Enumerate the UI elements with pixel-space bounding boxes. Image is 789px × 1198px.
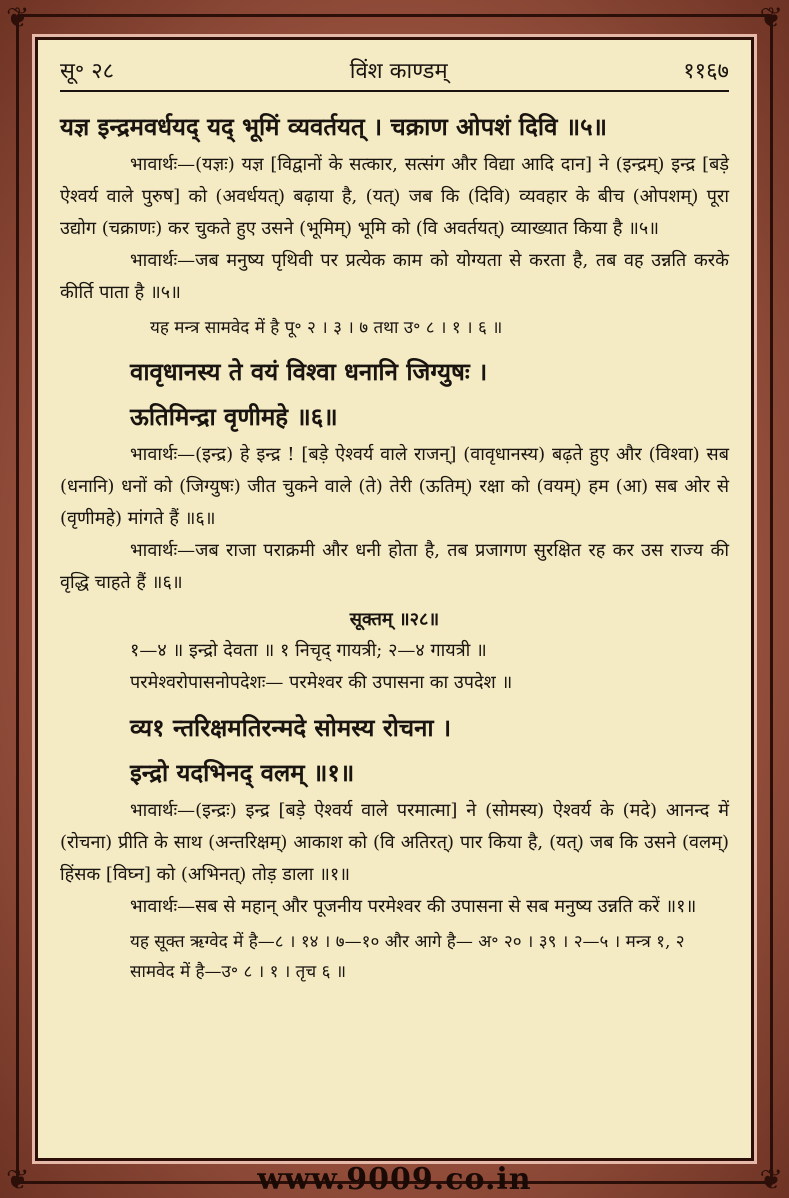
corner-swirl-icon: ❦ xyxy=(759,1163,783,1196)
bhavarth-paragraph: भावार्थः—(यज्ञः) यज्ञ [विद्वानों के सत्कार, सत्संग और विद्या आदि दान] ने (इन्द्रम्) इन्द्र [बड़े ऐश्वर्य वाले पुरुष] को (अवर्धयत्) बढ़ाया है, (यत्) जब कि (दिवि) व्यवहार के बीच (ओपशम्) पूरा उद्योग (चक्राणः) कर चुकते हुए उसने (भूमिम्) भूमि को (वि अवर्तयत्) व्याख्यात किया है ॥५॥ xyxy=(60,154,729,239)
reference-note: यह सूक्त ऋग्वेद में है—८ । १४ । ७—१० और आगे है— अ॰ २० । ३९ । २—५ । मन्त्र १, २ सामवेद में है—उ॰ ८ । १ । तृच ६ ॥ xyxy=(130,932,685,982)
mantra-verse: वावृधानस्य ते वयं विश्वा धनानि जिग्युषः । xyxy=(130,357,488,386)
upadesh-line: परमेश्वरोपासनोपदेशः— परमेश्वर की उपासना का उपदेश ॥ xyxy=(130,672,513,693)
page-header xyxy=(60,52,729,88)
bhavarth-summary: भावार्थः—जब मनुष्य पृथिवी पर प्रत्येक काम को योग्यता से करता है, तब वह उन्नति करके कीर्ति पाता है ॥५॥ xyxy=(60,250,729,303)
page-content xyxy=(60,98,729,991)
bhavarth-summary: भावार्थः—सब से महान् और पूजनीय परमेश्वर की उपासना से सब मनुष्य उन्नति करें ॥१॥ xyxy=(130,896,697,917)
website-url[interactable]: www.9009.co.in xyxy=(257,1162,532,1197)
mantra-verse: यज्ञ इन्द्रमवर्धयद् यद् भूमिं व्यवर्तयत् । चक्राण ओपशं दिवि ॥५॥ xyxy=(60,112,608,141)
bhavarth-paragraph: भावार्थः—(इन्द्र) हे इन्द्र ! [बड़े ऐश्वर्य वाले राजन्] (वावृधानस्य) बढ़ते हुए और (विश्वा) सब (धनानि) धनों को (जिग्युषः) जीत चुकने वाले (ते) तेरी (ऊतिम्) रक्षा को (वयम्) हम (आ) सब ओर से (वृणीमहे) मांगते हैं ॥६॥ xyxy=(60,444,729,529)
book-page xyxy=(38,40,751,1158)
devata-line: १—४ ॥ इन्द्रो देवता ॥ १ निचृद् गायत्री; २—४ गायत्री ॥ xyxy=(130,640,487,661)
reference-note: यह मन्त्र सामवेद में है पू॰ २ । ३ । ७ तथा उ॰ ८ । १ । ६ ॥ xyxy=(150,318,503,338)
mantra-verse: व्य१ न्तरिक्षमतिरन्मदे सोमस्य रोचना । xyxy=(130,713,452,742)
page-number: ११६७ xyxy=(683,59,729,84)
corner-swirl-icon: ❦ xyxy=(6,1,30,34)
sukta-title: सूक्तम् ॥२८॥ xyxy=(349,609,440,630)
corner-swirl-icon: ❦ xyxy=(759,1,783,34)
mantra-verse: इन्द्रो यदभिनद् वलम् ॥१॥ xyxy=(130,758,355,787)
corner-swirl-icon: ❦ xyxy=(6,1163,30,1196)
sukta-number: सू॰ २८ xyxy=(60,59,115,84)
mantra-verse: ऊतिमिन्द्रा वृणीमहे ॥६॥ xyxy=(130,402,338,431)
header-divider xyxy=(60,90,729,92)
bhavarth-summary: भावार्थः—जब राजा पराक्रमी और धनी होता है, तब प्रजागण सुरक्षित रह कर उस राज्य की वृद्धि चाहते हैं ॥६॥ xyxy=(60,540,729,593)
kanda-title: विंश काण्डम् xyxy=(349,59,448,84)
bhavarth-paragraph: भावार्थः—(इन्द्रः) इन्द्र [बड़े ऐश्वर्य वाले परमात्मा] ने (सोमस्य) ऐश्वर्य के (मदे) आनन्द में (रोचना) प्रीति के साथ (अन्तरिक्षम्) आकाश को (वि अतिरत्) पार किया है, (यत्) जब कि उसने (वलम्) हिंसक [विघ्न] को (अभिनत्) तोड़ डाला ॥१॥ xyxy=(60,800,729,885)
